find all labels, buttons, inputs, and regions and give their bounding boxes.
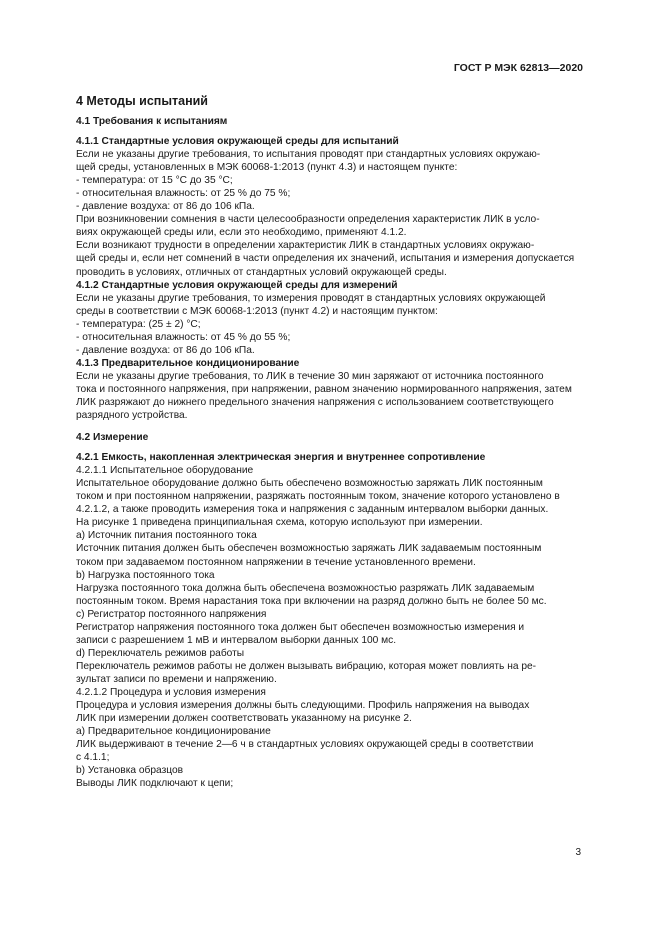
subsection-4-1-title: 4.1 Требования к испытаниям xyxy=(76,116,228,127)
paragraph: проводить в условиях, отличных от стандартных условий окружающей среды. xyxy=(76,266,447,278)
list-item: - относительная влажность: от 45 % до 55 %; xyxy=(76,331,291,343)
paragraph: На рисунке 1 приведена принципиальная схема, которую используют при измерении. xyxy=(76,517,483,529)
clause-4-1-1-line xyxy=(76,148,582,161)
paragraph: постоянным током. Время нарастания тока при включении на разряд должно быть не более 50 мс. xyxy=(76,595,547,607)
paragraph: Если не указаны другие требования, то ЛИК в течение 30 мин заряжают от источника постоянного xyxy=(76,370,544,382)
page-content xyxy=(76,93,582,790)
paragraph: Если возникают трудности в определении характеристик ЛИК в стандартных условиях окружаю- xyxy=(76,240,535,252)
paragraph: тока и постоянного напряжения, при напряжении, равном значению нормированного напряжения, затем xyxy=(76,383,572,395)
list-item-title: b) Установка образцов xyxy=(76,765,184,777)
paragraph: ЛИК выдерживают в течение 2—6 ч в стандартных условиях окружающей среды в соответствии xyxy=(76,739,534,751)
list-item: - температура: от 15 °С до 35 °С; xyxy=(76,175,233,187)
paragraph: Нагрузка постоянного тока должна быть обеспечена возможностью разряжать ЛИК задаваемым xyxy=(76,582,535,594)
list-item-title: с) Регистратор постоянного напряжения xyxy=(76,608,267,620)
paragraph: Если не указаны другие требования, то испытания проводят при стандартных условиях окружаю- xyxy=(76,149,541,161)
paragraph: Переключатель режимов работы не должен вызывать вибрацию, которая может повлиять на ре- xyxy=(76,660,537,672)
paragraph: виях окружающей среды или, если это необходимо, применяют 4.1.2. xyxy=(76,227,407,239)
subsection-4-2-title: 4.2 Измерение xyxy=(76,432,149,444)
clause-4-2-1-title: 4.2.1 Емкость, накопленная электрическая энергия и внутреннее сопротивление xyxy=(76,452,486,464)
paragraph: Выводы ЛИК подключают к цепи; xyxy=(76,778,234,790)
list-item: - температура: (25 ± 2) °С; xyxy=(76,318,201,330)
paragraph: Регистратор напряжения постоянного тока должен быт обеспечен возможностью измерения и xyxy=(76,621,525,633)
paragraph: током при задаваемом постоянном напряжении в течение установленного времени. xyxy=(76,556,476,568)
subclause-title: 4.2.1.2 Процедура и условия измерения xyxy=(76,686,266,698)
paragraph: 4.2.1.2, а также проводить измерения тока и напряжения с заданным интервалом выборки данных. xyxy=(76,504,549,516)
clause-4-1-2-title: 4.1.2 Стандартные условия окружающей среды для измерений xyxy=(76,279,398,291)
list-item: - относительная влажность: от 25 % до 75 %; xyxy=(76,188,291,200)
clause-4-1-1-title: 4.1.1 Стандартные условия окружающей среды для испытаний xyxy=(76,136,399,148)
list-item-title: b) Нагрузка постоянного тока xyxy=(76,569,215,581)
paragraph: щей среды, установленных в МЭК 60068-1:2013 (пункт 4.3) и настоящем пункте: xyxy=(76,162,458,174)
clause-4-1-3-title: 4.1.3 Предварительное кондиционирование xyxy=(76,357,300,369)
list-item-title: d) Переключатель режимов работы xyxy=(76,647,245,659)
paragraph: Источник питания должен быть обеспечен возможностью заряжать ЛИК задаваемым постоянным xyxy=(76,543,542,555)
page-number: 3 xyxy=(575,847,581,858)
list-item: - давление воздуха: от 86 до 106 кПа. xyxy=(76,201,255,213)
paragraph: с 4.1.1; xyxy=(76,752,110,764)
paragraph: зультат записи по времени и напряжению. xyxy=(76,673,277,685)
paragraph: щей среды и, если нет сомнений в части определения их значений, испытания и измерения допускается xyxy=(76,253,575,265)
paragraph: Процедура и условия измерения должны быть следующими. Профиль напряжения на выводах xyxy=(76,700,530,712)
list-item-title: а) Источник питания постоянного тока xyxy=(76,530,257,542)
document-code: ГОСТ Р МЭК 62813—2020 xyxy=(453,62,583,74)
list-item-title: а) Предварительное кондиционирование xyxy=(76,726,271,738)
list-item: - давление воздуха: от 86 до 106 кПа. xyxy=(76,344,255,356)
paragraph: разрядного устройства. xyxy=(76,410,188,422)
paragraph: среды в соответствии с МЭК 60068-1:2013 (пункт 4.2) и настоящим пунктом: xyxy=(76,305,438,317)
subclause-title: 4.2.1.1 Испытательное оборудование xyxy=(76,465,254,477)
paragraph: ЛИК при измерении должен соответствовать указанному на рисунке 2. xyxy=(76,713,412,725)
paragraph: записи с разрешением 1 мВ и интервалом выборки данных 100 мс. xyxy=(76,634,397,646)
paragraph: ЛИК разряжают до нижнего предельного значения напряжения с использованием соответствующего xyxy=(76,396,554,408)
paragraph: током и при постоянном напряжении, разряжать постоянным током, значение которого установлено в xyxy=(76,491,560,503)
section-title: 4 Методы испытаний xyxy=(76,94,208,108)
paragraph: Испытательное оборудование должно быть обеспечено возможностью заряжать ЛИК постоянным xyxy=(76,478,543,490)
paragraph: Если не указаны другие требования, то измерения проводят в стандартных условиях окружающей xyxy=(76,292,546,304)
paragraph: При возникновении сомнения в части целесообразности определения характеристик ЛИК в усло- xyxy=(76,214,540,226)
